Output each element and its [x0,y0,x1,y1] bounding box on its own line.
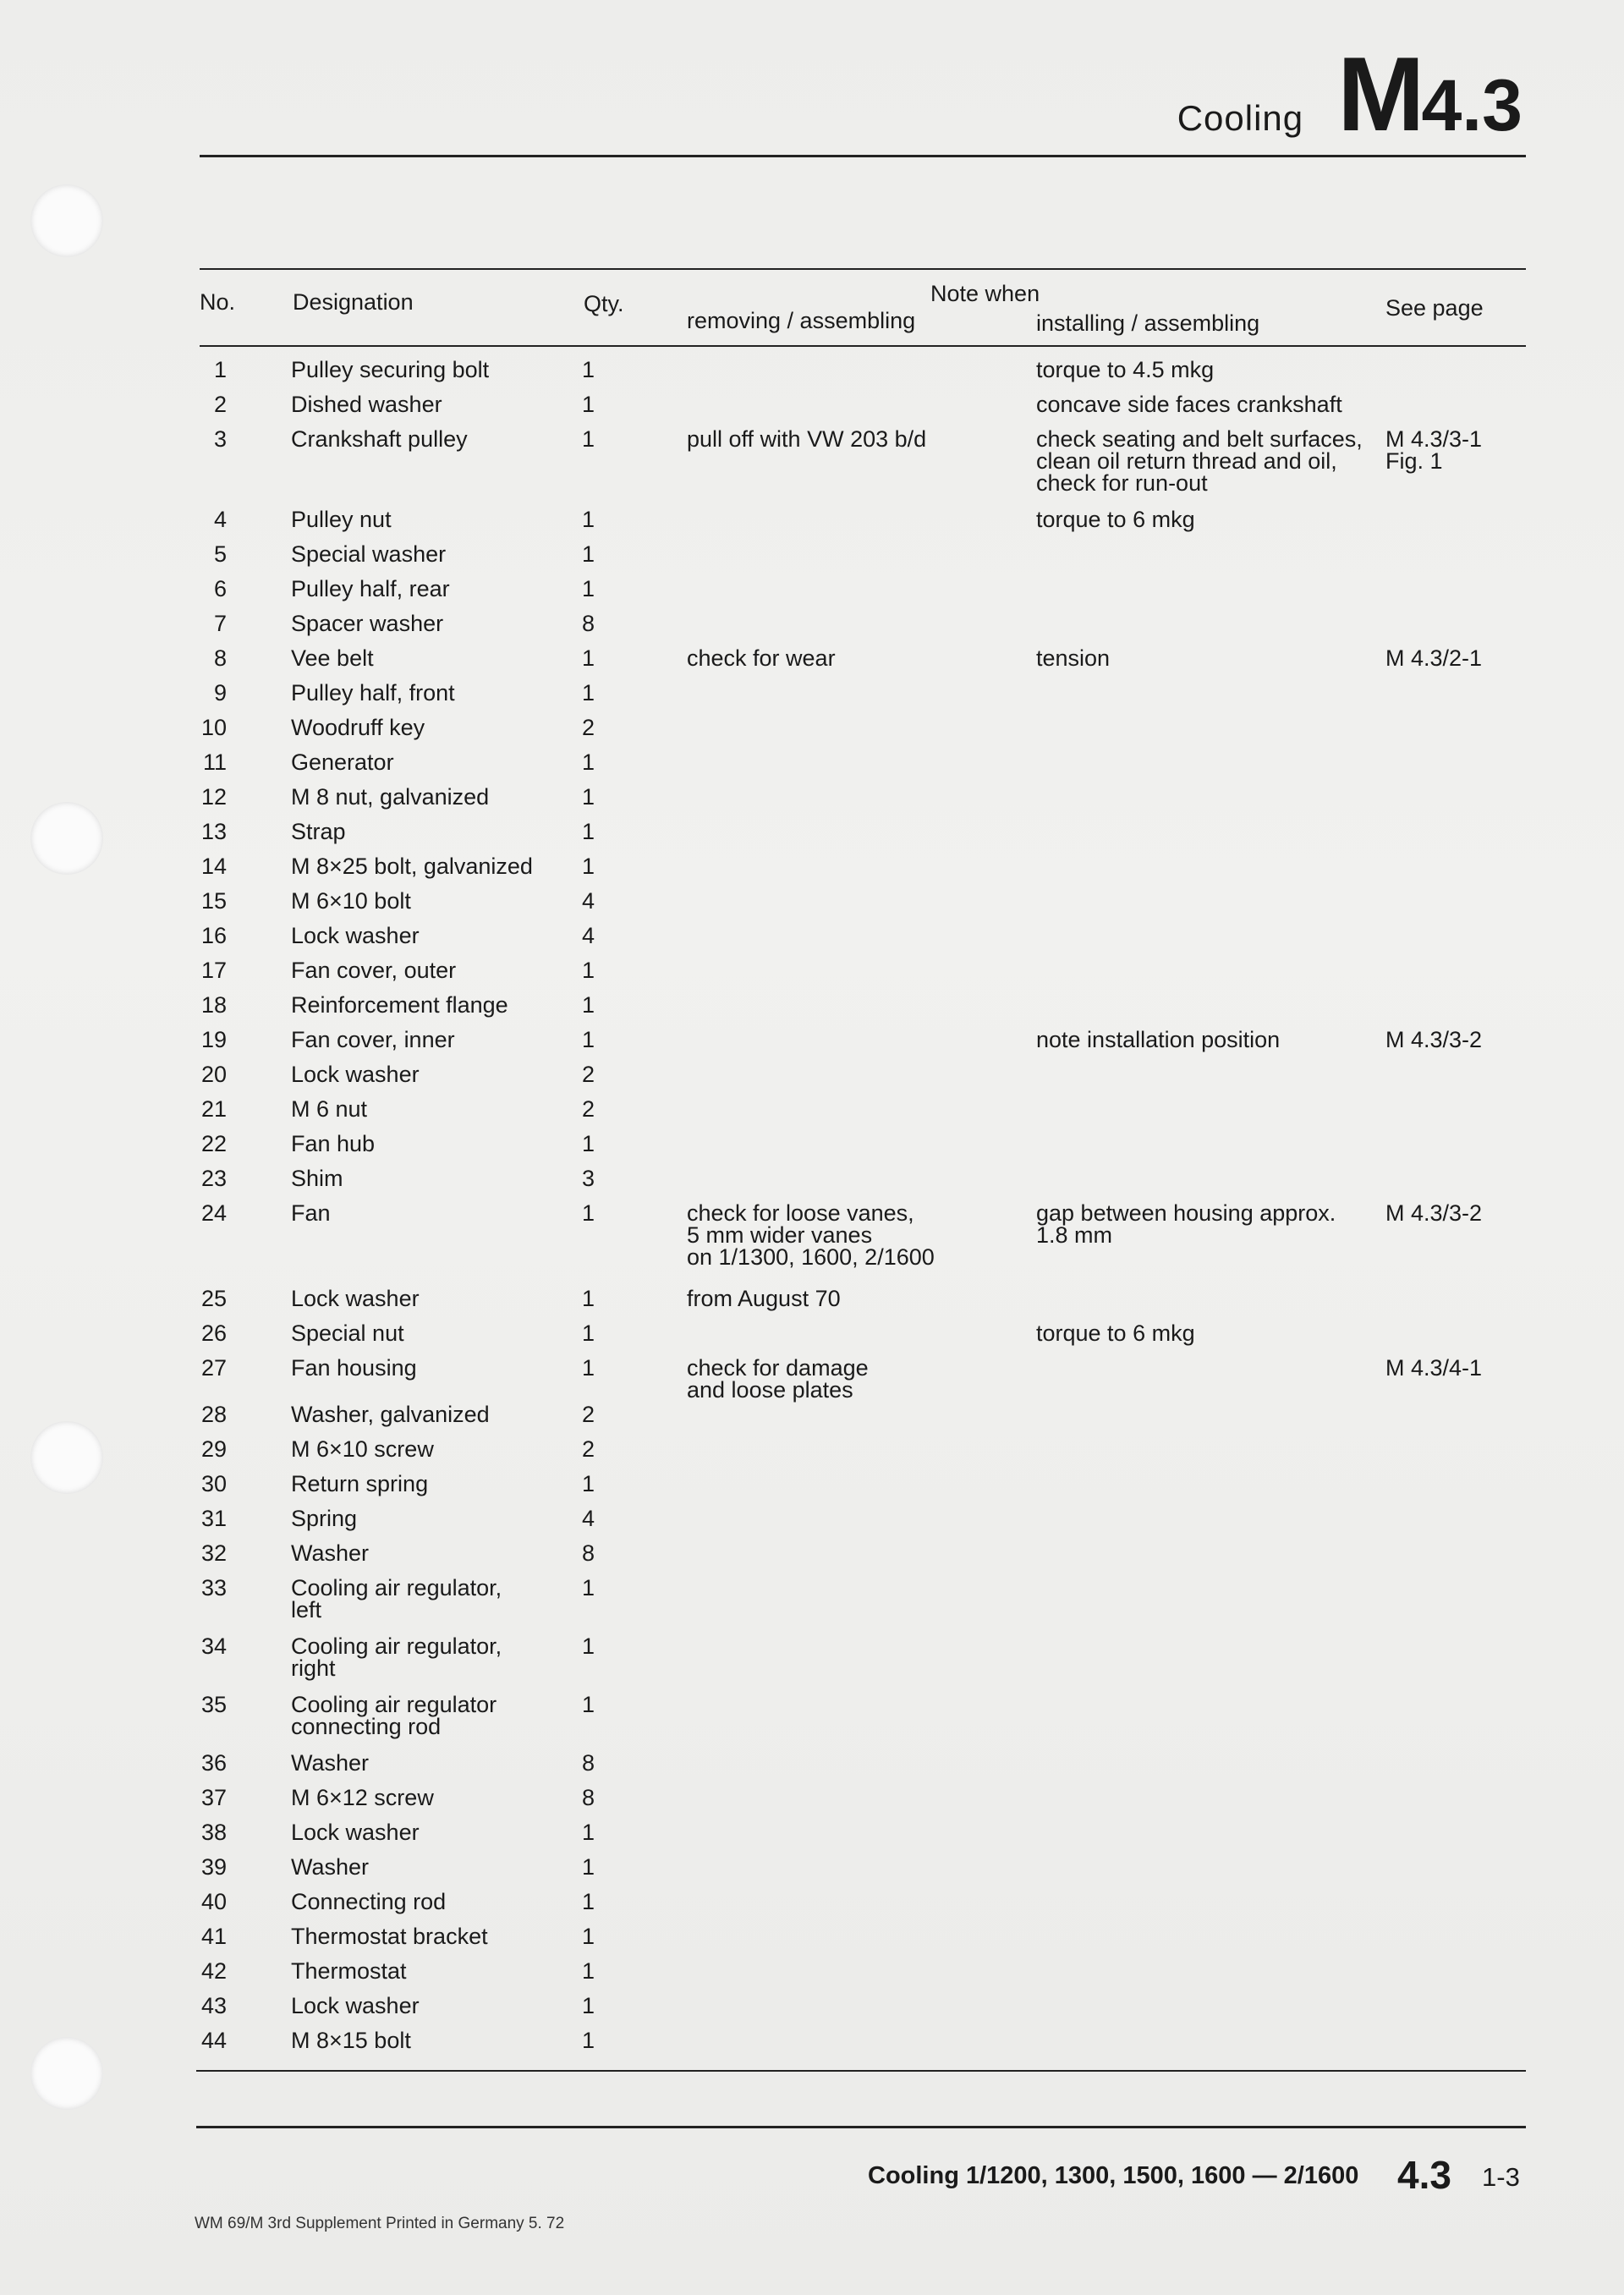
row-designation: Fan housing [291,1355,417,1381]
row-number: 14 [200,854,227,879]
row-designation: M 6 nut [291,1096,368,1122]
print-footnote: WM 69/M 3rd Supplement Printed in Germany 5. 72 [195,2215,565,2232]
row-number: 41 [200,1924,227,1949]
row-quantity: 2 [582,1402,595,1427]
row-quantity: 1 [582,749,595,775]
row-number: 44 [200,2028,227,2053]
row-designation: Strap [291,819,346,844]
row-designation: Spring [291,1506,358,1531]
row-removing-note: check for damage and loose plates [687,1355,869,1403]
row-number: 11 [202,749,227,775]
row-number: 40 [200,1889,227,1914]
row-designation: Special washer [291,541,447,567]
row-quantity: 1 [582,1131,595,1156]
row-number: 33 [200,1575,227,1600]
row-quantity: 1 [582,1854,595,1880]
row-quantity: 1 [582,357,595,382]
row-see-page: M 4.3/4-1 [1385,1355,1483,1381]
row-installing-note: torque to 6 mkg [1036,1320,1195,1346]
row-designation: Lock washer [291,1062,420,1087]
row-quantity: 1 [582,426,595,452]
row-quantity: 1 [582,1692,595,1717]
row-quantity: 1 [582,1471,595,1496]
row-number: 13 [200,819,227,844]
row-quantity: 1 [582,1820,595,1845]
row-number: 26 [200,1320,227,1346]
row-quantity: 2 [582,1436,595,1462]
row-designation: M 8×25 bolt, galvanized [291,854,533,879]
table-top-rule [200,268,1526,270]
row-designation: Fan hub [291,1131,376,1156]
row-number: 43 [200,1993,227,2018]
row-number: 20 [200,1062,227,1087]
row-quantity: 1 [582,854,595,879]
row-designation: Thermostat bracket [291,1924,488,1949]
row-number: 9 [213,680,227,706]
row-number: 39 [200,1854,227,1880]
row-installing-note: concave side faces crankshaft [1036,392,1342,417]
row-designation: Pulley half, front [291,680,455,706]
row-designation: Washer [291,1854,370,1880]
row-quantity: 1 [582,1889,595,1914]
row-quantity: 1 [582,1958,595,1984]
row-designation: Shim [291,1166,343,1191]
col-header-installing: installing / assembling [1036,310,1260,336]
row-number: 37 [200,1785,227,1810]
row-quantity: 1 [582,1633,595,1659]
row-number: 27 [200,1355,227,1381]
row-designation: Lock washer [291,1820,420,1845]
punch-hole-2 [30,802,103,875]
row-designation: Fan cover, inner [291,1027,455,1052]
row-designation: Lock washer [291,1286,420,1311]
row-number: 3 [213,426,227,452]
row-designation: M 6×12 screw [291,1785,434,1810]
row-quantity: 1 [582,1286,595,1311]
row-quantity: 2 [582,715,595,740]
row-designation: Cooling air regulator, right [291,1633,502,1681]
row-quantity: 1 [582,2028,595,2053]
row-designation: Crankshaft pulley [291,426,468,452]
row-number: 15 [200,888,227,914]
row-number: 17 [200,958,227,983]
row-quantity: 1 [582,1924,595,1949]
row-number: 35 [200,1692,227,1717]
row-quantity: 1 [582,541,595,567]
section-code-number: 4.3 [1421,65,1522,146]
row-number: 5 [213,541,227,567]
row-number: 10 [200,715,227,740]
row-number: 7 [213,611,227,636]
row-designation: Washer [291,1540,370,1566]
row-number: 31 [200,1506,227,1531]
col-header-no: No. [200,289,236,315]
row-number: 18 [200,992,227,1018]
row-designation: Vee belt [291,645,374,671]
row-designation: Return spring [291,1471,429,1496]
row-quantity: 8 [582,611,595,636]
row-quantity: 3 [582,1166,595,1191]
row-see-page: M 4.3/3-1 Fig. 1 [1385,426,1483,474]
row-designation: Washer, galvanized [291,1402,490,1427]
row-designation: Generator [291,749,394,775]
row-quantity: 1 [582,680,595,706]
row-number: 30 [200,1471,227,1496]
punch-hole-1 [30,184,103,257]
table-bottom-rule [196,2070,1526,2072]
row-quantity: 1 [582,1200,595,1226]
row-designation: Woodruff key [291,715,425,740]
row-number: 25 [200,1286,227,1311]
row-designation: Reinforcement flange [291,992,508,1018]
row-number: 19 [200,1027,227,1052]
col-header-note-when: Note when [930,281,1040,306]
row-number: 42 [200,1958,227,1984]
row-quantity: 1 [582,576,595,601]
row-number: 22 [200,1131,227,1156]
row-quantity: 4 [582,888,595,914]
row-removing-note: from August 70 [687,1286,841,1311]
row-designation: M 6×10 bolt [291,888,411,914]
row-quantity: 1 [582,784,595,810]
punch-hole-4 [30,2037,103,2110]
row-number: 32 [200,1540,227,1566]
row-designation: Connecting rod [291,1889,447,1914]
row-quantity: 4 [582,1506,595,1531]
row-number: 23 [200,1166,227,1191]
row-installing-note: note installation position [1036,1027,1281,1052]
row-quantity: 2 [582,1096,595,1122]
row-removing-note: check for loose vanes, 5 mm wider vanes on 1/1300, 1600, 2/1600 [687,1200,935,1270]
row-quantity: 1 [582,392,595,417]
row-designation: M 8 nut, galvanized [291,784,490,810]
row-number: 6 [213,576,227,601]
row-number: 12 [200,784,227,810]
row-designation: Washer [291,1750,370,1776]
col-header-removing: removing / assembling [687,308,916,333]
row-installing-note: gap between housing approx. 1.8 mm [1036,1200,1336,1248]
row-number: 21 [200,1096,227,1122]
row-designation: Fan [291,1200,331,1226]
row-quantity: 8 [582,1540,595,1566]
row-designation: Dished washer [291,392,442,417]
row-installing-note: torque to 4.5 mkg [1036,357,1215,382]
row-quantity: 1 [582,645,595,671]
row-designation: M 8×15 bolt [291,2028,411,2053]
row-quantity: 1 [582,1355,595,1381]
row-quantity: 1 [582,1575,595,1600]
row-number: 36 [200,1750,227,1776]
footer-section-code: 4.3 [1397,2153,1451,2197]
row-quantity: 2 [582,1062,595,1087]
row-quantity: 4 [582,923,595,948]
row-designation: Cooling air regulator, left [291,1575,502,1622]
row-designation: M 6×10 screw [291,1436,434,1462]
section-code-letter: M [1337,36,1422,153]
footer-title: Cooling 1/1200, 1300, 1500, 1600 — 2/1600 [868,2162,1359,2189]
punch-hole-3 [30,1421,103,1494]
col-header-qty: Qty. [584,291,624,316]
footer-page-number: 1-3 [1482,2162,1520,2192]
row-installing-note: tension [1036,645,1111,671]
section-title: Cooling [1177,98,1304,138]
col-header-see-page: See page [1385,295,1484,321]
row-designation: Pulley half, rear [291,576,450,601]
row-quantity: 1 [582,1320,595,1346]
row-removing-note: check for wear [687,645,836,671]
row-designation: Special nut [291,1320,404,1346]
row-designation: Pulley nut [291,507,392,532]
row-number: 2 [213,392,227,417]
row-see-page: M 4.3/2-1 [1385,645,1483,671]
row-quantity: 1 [582,1027,595,1052]
row-quantity: 1 [582,958,595,983]
row-designation: Lock washer [291,923,420,948]
row-designation: Thermostat [291,1958,407,1984]
footer-rule [196,2126,1526,2128]
row-number: 38 [200,1820,227,1845]
row-number: 1 [213,357,227,382]
row-number: 34 [200,1633,227,1659]
row-see-page: M 4.3/3-2 [1385,1200,1483,1226]
row-number: 8 [213,645,227,671]
row-quantity: 8 [582,1785,595,1810]
row-designation: Spacer washer [291,611,444,636]
row-designation: Cooling air regulator connecting rod [291,1692,497,1739]
row-installing-note: torque to 6 mkg [1036,507,1195,532]
row-number: 24 [200,1200,227,1226]
row-quantity: 1 [582,992,595,1018]
row-designation: Lock washer [291,1993,420,2018]
header-rule [200,155,1526,157]
row-quantity: 1 [582,819,595,844]
row-quantity: 1 [582,507,595,532]
col-header-designation: Designation [293,289,414,315]
row-designation: Fan cover, outer [291,958,457,983]
row-see-page: M 4.3/3-2 [1385,1027,1483,1052]
row-number: 4 [213,507,227,532]
row-removing-note: pull off with VW 203 b/d [687,426,927,452]
page-header [1177,36,1522,153]
row-designation: Pulley securing bolt [291,357,490,382]
row-quantity: 1 [582,1993,595,2018]
table-header-rule [200,345,1526,347]
row-installing-note: check seating and belt surfaces, clean oil return thread and oil, check for run-out [1036,426,1363,496]
row-number: 28 [200,1402,227,1427]
row-quantity: 8 [582,1750,595,1776]
row-number: 29 [200,1436,227,1462]
row-number: 16 [200,923,227,948]
